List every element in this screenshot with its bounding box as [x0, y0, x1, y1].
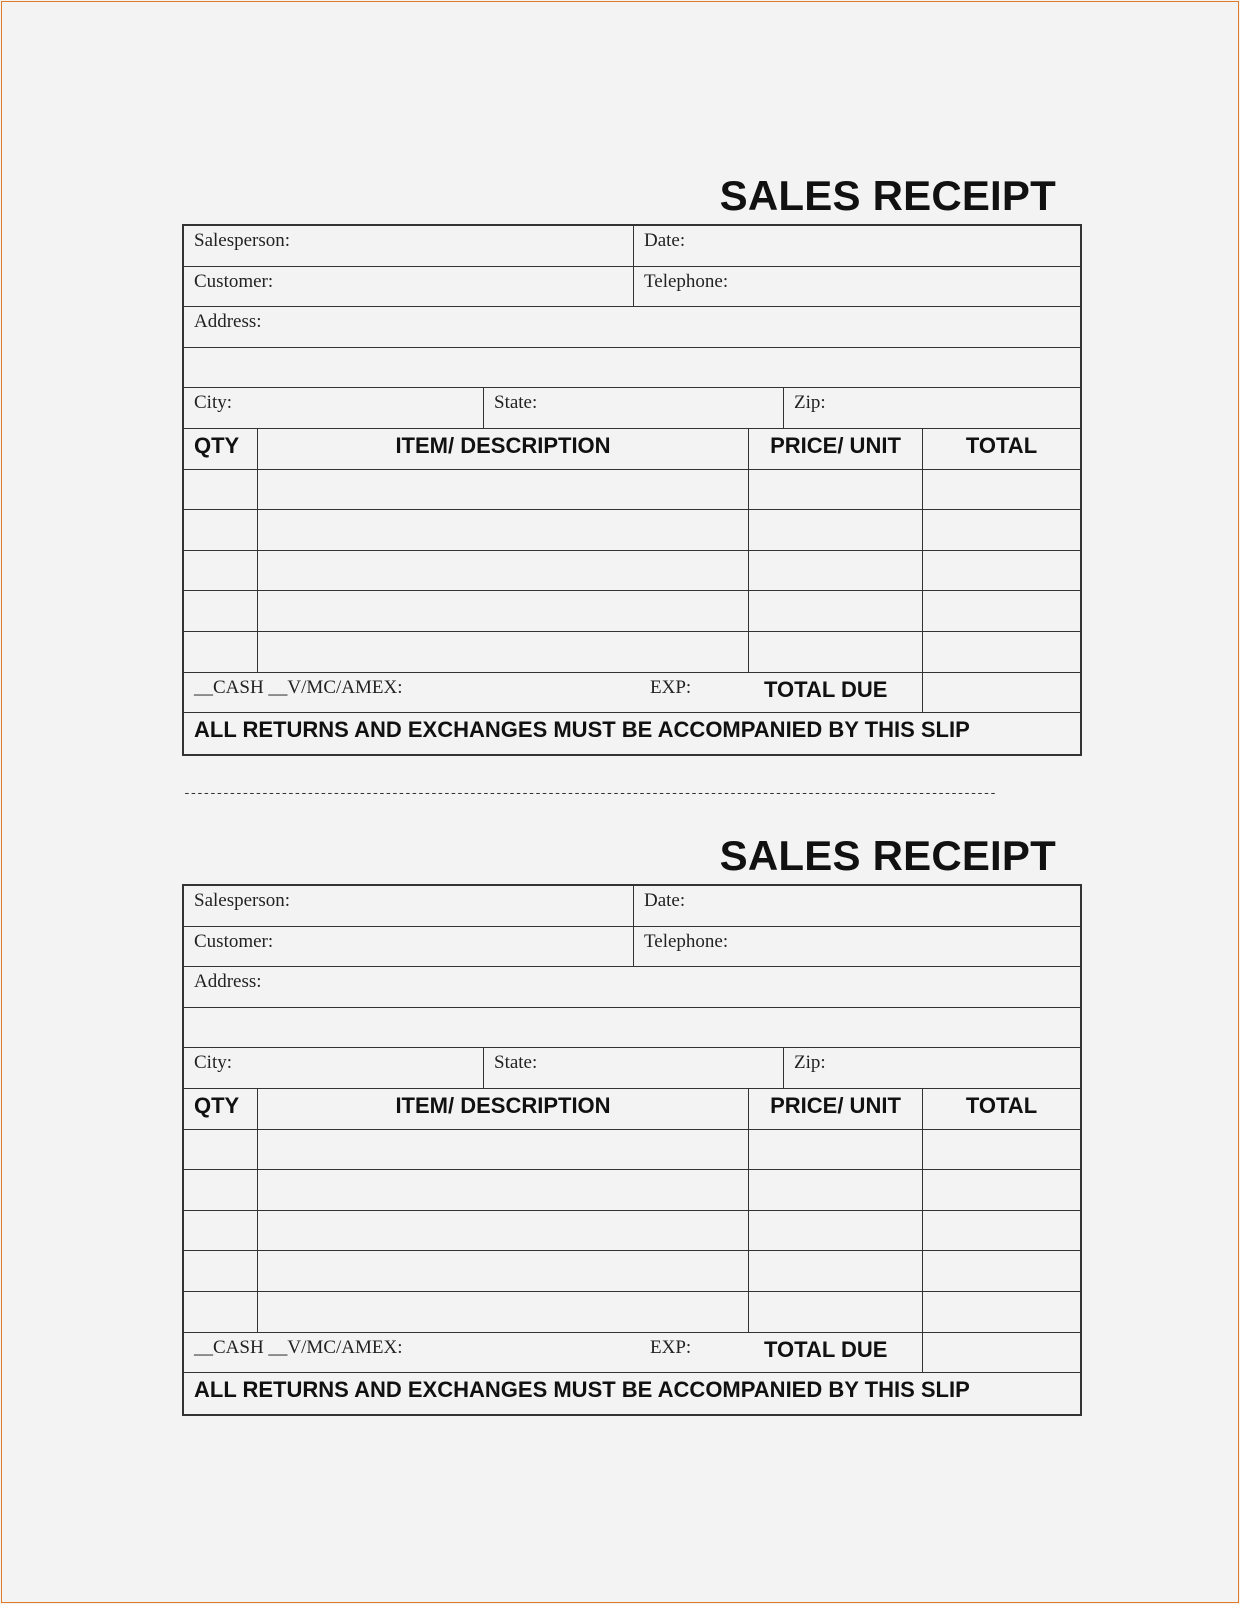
payment-row	[184, 673, 1080, 714]
qty-cell[interactable]	[184, 1292, 258, 1332]
price-cell[interactable]	[749, 591, 923, 631]
qty-cell[interactable]	[184, 510, 258, 550]
qty-cell[interactable]	[184, 1170, 258, 1210]
receipt-form	[182, 884, 1082, 1416]
receipt-form	[182, 224, 1082, 756]
payment-method-field[interactable]	[184, 1333, 923, 1373]
city-state-zip-row	[184, 388, 1080, 429]
payment-methods-label: __CASH __V/MC/AMEX:	[194, 676, 403, 698]
total-due-field[interactable]	[923, 673, 1080, 713]
total-cell[interactable]	[923, 632, 1080, 672]
date-field[interactable]: Date:	[644, 890, 686, 911]
address-line-2-field[interactable]	[184, 1008, 1080, 1048]
salesperson-date-row	[184, 886, 1080, 927]
address-line-2-row	[184, 348, 1080, 389]
total-header: TOTAL	[965, 1092, 1038, 1118]
table-row	[184, 632, 1080, 673]
total-cell[interactable]	[923, 1292, 1080, 1332]
returns-notice-row	[184, 1373, 1080, 1414]
price-cell[interactable]	[749, 510, 923, 550]
total-header: TOTAL	[965, 432, 1038, 458]
total-due-field[interactable]	[923, 1333, 1080, 1373]
table-row	[184, 510, 1080, 551]
qty-cell[interactable]	[184, 1130, 258, 1170]
telephone-field[interactable]: Telephone:	[644, 930, 729, 952]
item-cell[interactable]	[258, 510, 749, 550]
item-cell[interactable]	[258, 1292, 749, 1332]
items-header-row	[184, 1089, 1080, 1130]
price-cell[interactable]	[749, 470, 923, 510]
returns-notice-row	[184, 713, 1080, 754]
item-description-header: ITEM/ DESCRIPTION	[258, 429, 749, 469]
address-field[interactable]: Address:	[194, 971, 262, 993]
salesperson-date-row	[184, 226, 1080, 267]
address-row	[184, 967, 1080, 1008]
item-cell[interactable]	[258, 1211, 749, 1251]
cut-line: -----------------------------------------------------------------------------------------------------------------------------	[183, 786, 996, 801]
qty-cell[interactable]	[184, 1251, 258, 1291]
price-cell[interactable]	[749, 551, 923, 591]
table-row	[184, 1251, 1080, 1292]
table-row	[184, 1211, 1080, 1252]
total-cell[interactable]	[923, 1130, 1080, 1170]
address-field[interactable]: Address:	[194, 311, 262, 333]
qty-cell[interactable]	[184, 632, 258, 672]
total-cell[interactable]	[923, 1211, 1080, 1251]
item-description-header: ITEM/ DESCRIPTION	[258, 1089, 749, 1129]
payment-row	[184, 1333, 1080, 1374]
table-row	[184, 551, 1080, 592]
salesperson-field[interactable]: Salesperson:	[184, 886, 634, 926]
receipt-title: SALES RECEIPT	[719, 172, 1056, 219]
items-header-row	[184, 429, 1080, 470]
table-row	[184, 470, 1080, 511]
qty-cell[interactable]	[184, 551, 258, 591]
qty-header: QTY	[184, 1089, 258, 1129]
item-cell[interactable]	[258, 632, 749, 672]
total-cell[interactable]	[923, 591, 1080, 631]
table-row	[184, 591, 1080, 632]
city-state-zip-row	[184, 1048, 1080, 1089]
city-field[interactable]: City:	[184, 388, 484, 428]
item-cell[interactable]	[258, 470, 749, 510]
price-cell[interactable]	[749, 1251, 923, 1291]
item-cell[interactable]	[258, 591, 749, 631]
customer-field[interactable]: Customer:	[184, 927, 634, 967]
address-line-2-field[interactable]	[184, 348, 1080, 388]
total-cell[interactable]	[923, 510, 1080, 550]
payment-method-field[interactable]	[184, 673, 923, 713]
price-unit-header: PRICE/ UNIT	[749, 1089, 923, 1129]
total-due-label: TOTAL DUE	[764, 1336, 888, 1362]
payment-methods-label: __CASH __V/MC/AMEX:	[194, 1336, 403, 1358]
price-cell[interactable]	[749, 1292, 923, 1332]
zip-field[interactable]: Zip:	[794, 1052, 826, 1074]
customer-field[interactable]: Customer:	[184, 267, 634, 307]
item-cell[interactable]	[258, 1130, 749, 1170]
price-cell[interactable]	[749, 1130, 923, 1170]
total-due-label: TOTAL DUE	[764, 676, 888, 702]
customer-telephone-row	[184, 267, 1080, 308]
city-field[interactable]: City:	[184, 1048, 484, 1088]
customer-telephone-row	[184, 927, 1080, 968]
qty-header: QTY	[184, 429, 258, 469]
item-cell[interactable]	[258, 1170, 749, 1210]
zip-field[interactable]: Zip:	[794, 392, 826, 414]
salesperson-field[interactable]: Salesperson:	[184, 226, 634, 266]
total-cell[interactable]	[923, 551, 1080, 591]
total-cell[interactable]	[923, 470, 1080, 510]
table-row	[184, 1130, 1080, 1171]
date-field[interactable]: Date:	[644, 230, 686, 251]
price-unit-header: PRICE/ UNIT	[749, 429, 923, 469]
price-cell[interactable]	[749, 632, 923, 672]
table-row	[184, 1292, 1080, 1333]
exp-label: EXP:	[650, 1336, 692, 1358]
item-cell[interactable]	[258, 551, 749, 591]
table-row	[184, 1170, 1080, 1211]
receipt-title: SALES RECEIPT	[719, 832, 1056, 879]
state-field[interactable]: State:	[484, 388, 784, 428]
total-cell[interactable]	[923, 1251, 1080, 1291]
exp-label: EXP:	[650, 676, 692, 698]
returns-notice: ALL RETURNS AND EXCHANGES MUST BE ACCOMPANIED BY THIS SLIP	[194, 1377, 970, 1403]
item-cell[interactable]	[258, 1251, 749, 1291]
address-line-2-row	[184, 1008, 1080, 1049]
state-field[interactable]: State:	[484, 1048, 784, 1088]
telephone-field[interactable]: Telephone:	[644, 270, 729, 292]
price-cell[interactable]	[749, 1211, 923, 1251]
qty-cell[interactable]	[184, 1211, 258, 1251]
qty-cell[interactable]	[184, 591, 258, 631]
returns-notice: ALL RETURNS AND EXCHANGES MUST BE ACCOMPANIED BY THIS SLIP	[194, 717, 970, 743]
address-row	[184, 307, 1080, 348]
qty-cell[interactable]	[184, 470, 258, 510]
total-cell[interactable]	[923, 1170, 1080, 1210]
price-cell[interactable]	[749, 1170, 923, 1210]
